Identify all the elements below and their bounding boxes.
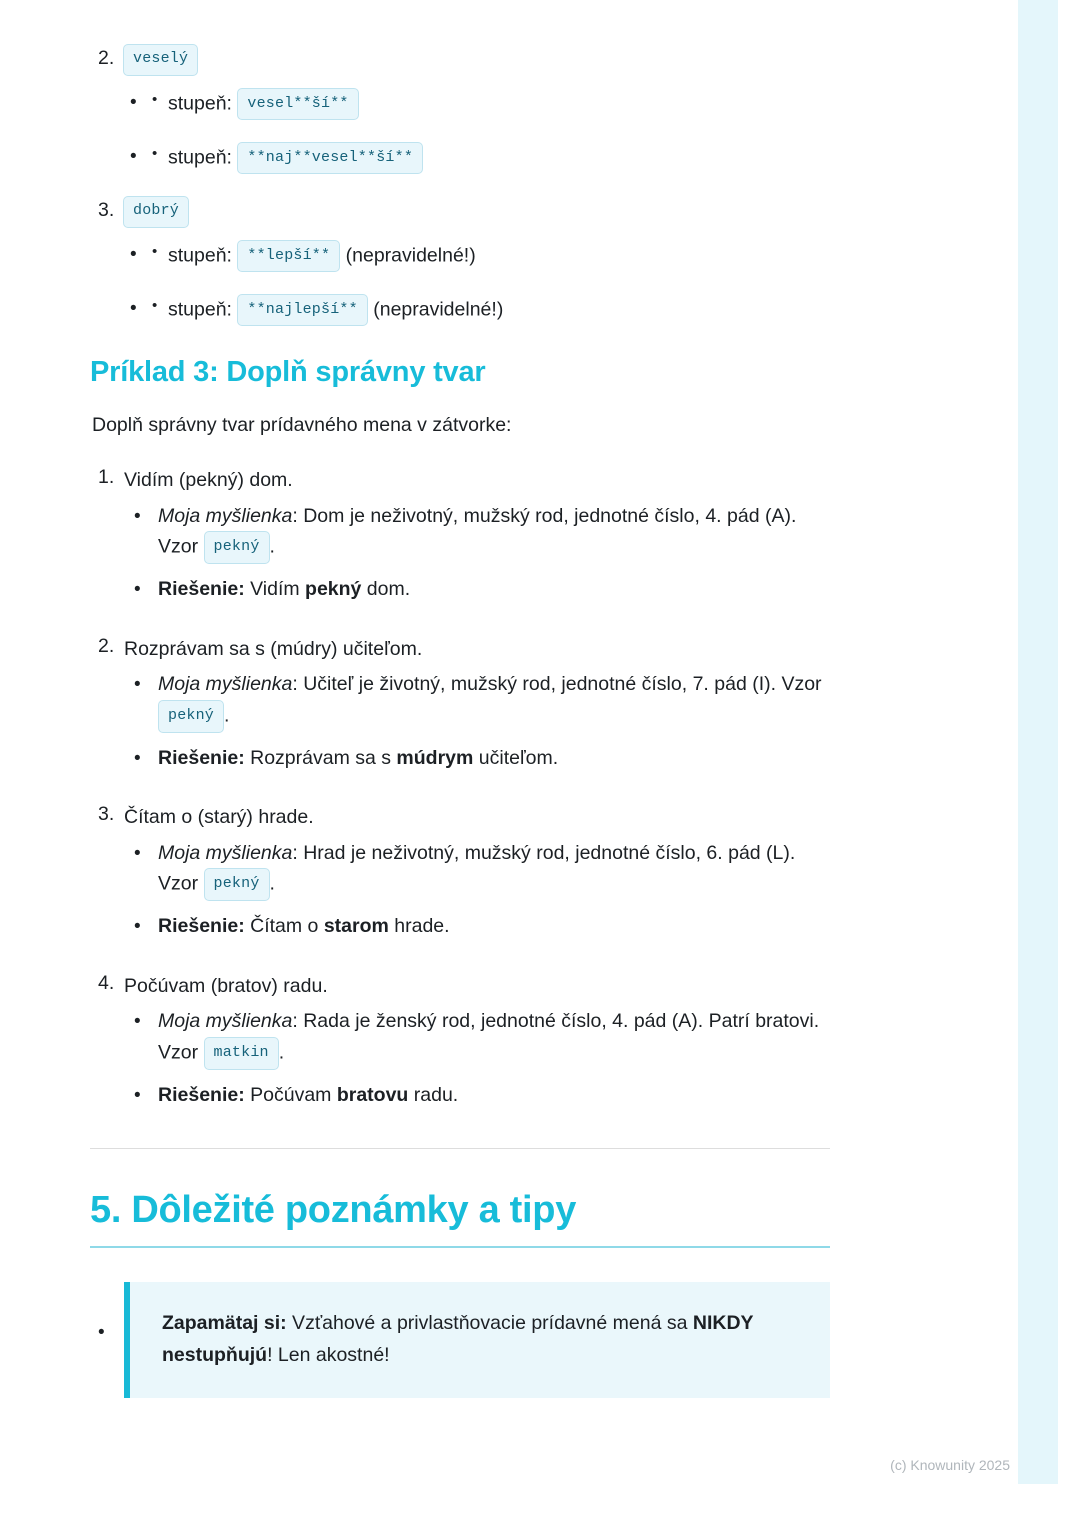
degree-form: vesel**ší** [237, 88, 358, 120]
thought-label: Moja myšlienka [158, 504, 293, 527]
pattern-chip: pekný [204, 868, 270, 901]
solution-pre: Rozprávam sa s [244, 746, 397, 769]
exercise-solution [124, 1080, 830, 1111]
degree-label: stupeň: [168, 298, 232, 321]
callout-text-b: ! Len akostné! [267, 1344, 390, 1367]
solution-post: dom. [361, 578, 411, 600]
degree-form: **naj**vesel**ší** [237, 142, 423, 174]
thought-tail: . [278, 1041, 285, 1064]
thought-text: : Rada je ženský rod, jednotné číslo, 4. pád (A). Patrí bratovi. Vzor [158, 1010, 820, 1064]
list-item [90, 294, 830, 326]
exercise-number: 2. [98, 634, 115, 657]
solution-pre: Počúvam [244, 1083, 337, 1106]
thought-tail: . [224, 704, 230, 727]
bullet-icon: • [134, 1084, 141, 1106]
callout-text-a: Vzťahové a privlastňovacie prídavné mená sa [286, 1312, 693, 1335]
solution-post: hrade. [388, 915, 450, 938]
solution-answer: múdrym [396, 746, 474, 769]
thought-text: : Učiteľ je životný, mužský rod, jednotné číslo, 7. pád (I). Vzor [292, 673, 822, 696]
exercise-item [90, 635, 830, 774]
bullet-icon: • [98, 1322, 105, 1344]
solution-label: Riešenie: [158, 915, 245, 938]
solution-post: radu. [408, 1083, 459, 1106]
degree-form: **najlepší** [237, 294, 367, 326]
exercise-task: Čítam o (starý) hrade. [124, 806, 314, 829]
word-chip: dobrý [123, 196, 189, 228]
list-item [90, 196, 830, 228]
solution-label: Riešenie: [158, 1083, 245, 1106]
thought-text: : Dom je neživotný, mužský rod, jednotné číslo, 4. pád (A). Vzor [158, 504, 797, 558]
bullet-icon: • [152, 242, 158, 260]
exercise-item [90, 803, 830, 942]
solution-answer: starom [323, 915, 389, 938]
degree-form: **lepší** [237, 240, 340, 272]
bullet-icon: • [152, 90, 158, 108]
list-item [90, 44, 830, 76]
exercise-task: Vidím (pekný) dom. [124, 469, 293, 492]
thought-tail: . [269, 535, 275, 558]
bullet-icon: • [134, 674, 141, 696]
bullet-icon: • [130, 91, 137, 113]
callout-emphasis: NIKDY nestupňujú [162, 1312, 754, 1367]
bullet-icon: • [134, 747, 141, 769]
exercise-number: 1. [98, 466, 115, 489]
bullet-icon: • [134, 842, 141, 864]
example-heading: Príklad 3: Doplň správny tvar [90, 356, 486, 388]
word-chip: veselý [123, 44, 198, 76]
bullet-icon: • [134, 505, 141, 527]
pattern-chip: pekný [158, 700, 224, 733]
exercise-solution [124, 574, 830, 605]
solution-label: Riešenie: [158, 746, 245, 769]
thought-label: Moja myšlienka [158, 841, 293, 864]
solution-label: Riešenie: [158, 578, 245, 600]
exercise-solution [124, 743, 830, 774]
exercise-task: Rozprávam sa s (múdry) učiteľom. [124, 637, 423, 660]
exercise-task: Počúvam (bratov) radu. [124, 974, 328, 997]
document-content [90, 44, 830, 1398]
bullet-icon: • [134, 1011, 141, 1033]
list-item [90, 88, 830, 120]
degree-note: (nepravidelné!) [345, 243, 476, 266]
exercise-thought [124, 501, 830, 564]
bullet-icon: • [130, 243, 137, 265]
degree-label: stupeň: [168, 243, 232, 266]
solution-answer: pekný [305, 578, 362, 600]
section-divider [90, 1148, 830, 1149]
list-item [90, 142, 830, 174]
bullet-icon: • [152, 144, 158, 162]
solution-pre: Čítam o [244, 915, 324, 938]
pattern-chip: matkin [204, 1037, 279, 1070]
bullet-icon: • [130, 145, 137, 167]
example-intro: Doplň správny tvar prídavného mena v zátvorke: [92, 414, 512, 436]
solution-pre: Vidím [244, 578, 306, 600]
exercise-number: 4. [98, 971, 115, 994]
degree-label: stupeň: [168, 146, 232, 169]
exercise-thought [124, 838, 830, 901]
footer-copyright: (c) Knowunity 2025 [890, 1457, 1010, 1473]
notes-heading: 5. Dôležité poznámky a tipy [90, 1189, 577, 1232]
exercise-number: 3. [98, 803, 115, 826]
heading-underline [90, 1246, 830, 1248]
exercise-thought [124, 1006, 830, 1069]
bullet-icon: • [130, 297, 137, 319]
degree-note: (nepravidelné!) [373, 298, 504, 321]
exercise-solution [124, 911, 830, 942]
list-item [90, 240, 830, 272]
bullet-icon: • [134, 916, 141, 938]
bullet-icon: • [152, 296, 158, 314]
list-number: 3. [98, 199, 115, 221]
solution-answer: bratovu [336, 1083, 409, 1106]
callout-lead: Zapamätaj si: [162, 1312, 287, 1335]
page-edge-strip [1018, 0, 1058, 1484]
thought-tail: . [269, 872, 275, 895]
pattern-chip: pekný [204, 531, 270, 564]
exercise-item [90, 466, 830, 605]
degree-label: stupeň: [168, 91, 232, 114]
thought-label: Moja myšlienka [158, 1010, 293, 1033]
exercise-item [90, 972, 830, 1111]
list-number: 2. [98, 47, 115, 69]
thought-label: Moja myšlienka [158, 673, 293, 696]
callout-box [124, 1282, 830, 1397]
bullet-icon: • [134, 579, 141, 600]
solution-post: učiteľom. [473, 746, 559, 769]
exercise-thought [124, 669, 830, 732]
thought-text: : Hrad je neživotný, mužský rod, jednotné číslo, 6. pád (L). Vzor [158, 841, 796, 895]
note-row [90, 1282, 830, 1397]
